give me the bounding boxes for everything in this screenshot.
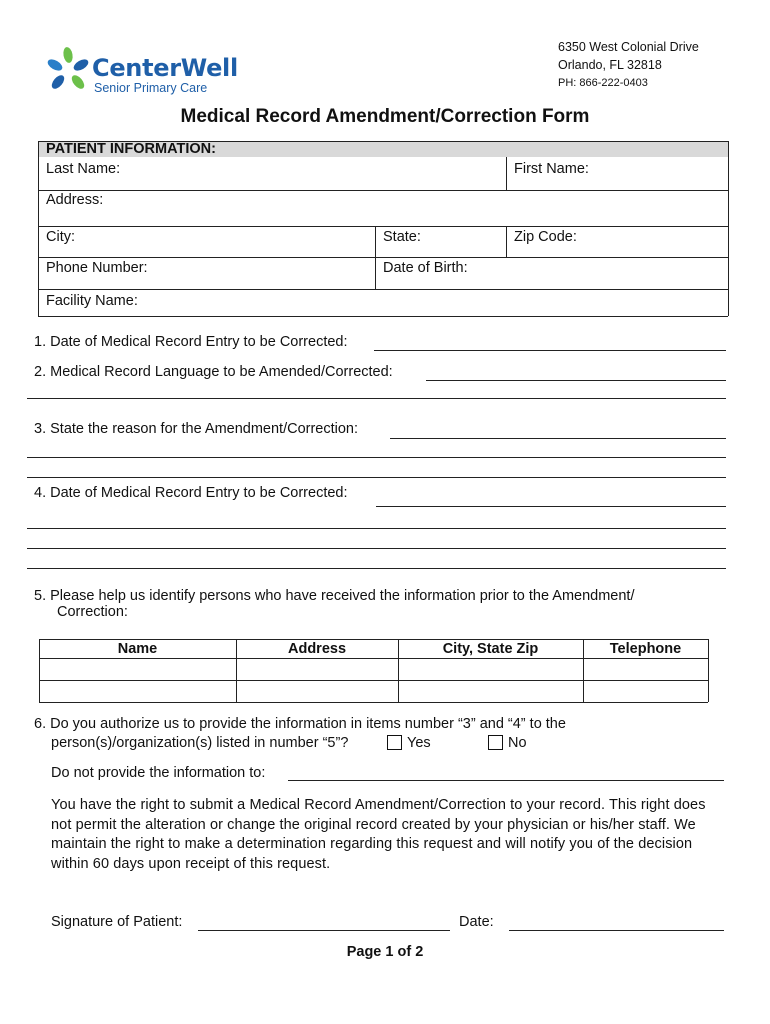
brand-logo — [44, 44, 238, 100]
column-header-address: Address — [287, 641, 347, 657]
column-header-city-state-zip: City, State Zip — [442, 641, 539, 657]
question-4-answer-line[interactable] — [376, 506, 726, 507]
first-name-field[interactable]: First Name: — [514, 161, 589, 177]
no-label: No — [508, 735, 527, 751]
city-field[interactable]: City: — [46, 229, 75, 245]
table-row[interactable] — [40, 681, 707, 701]
yes-checkbox[interactable] — [387, 735, 402, 750]
question-4-label: 4. Date of Medical Record Entry to be Corrected: — [34, 485, 348, 501]
rights-line-2: not permit the alteration or change the original record created by your physician or his/her staff. We — [51, 816, 696, 833]
last-name-field[interactable]: Last Name: — [46, 161, 121, 177]
question-1-label: 1. Date of Medical Record Entry to be Corrected: — [34, 334, 348, 350]
question-6-label: 6. Do you authorize us to provide the information in items number “3” and “4” to the — [34, 716, 566, 732]
question-2-answer-line[interactable] — [426, 380, 726, 381]
address-line-2: Orlando, FL 32818 — [558, 58, 662, 72]
address-field[interactable]: Address: — [46, 192, 104, 208]
column-header-telephone: Telephone — [609, 641, 682, 657]
question-5-label-cont: Correction: — [57, 604, 128, 620]
question-3-answer-line-3[interactable] — [27, 477, 726, 478]
question-1-answer-line[interactable] — [374, 350, 726, 351]
question-5-label: 5. Please help us identify persons who have received the information prior to the Amendment/ — [34, 588, 635, 604]
zip-code-field[interactable]: Zip Code: — [514, 229, 577, 245]
brand-name: CenterWell — [92, 54, 238, 82]
page-number: Page 1 of 2 — [346, 944, 424, 960]
rights-line-1: You have the right to submit a Medical Record Amendment/Correction to your record. This right does — [51, 797, 706, 813]
question-6-label-cont: person(s)/organization(s) listed in number “5”? — [51, 735, 349, 751]
table-row[interactable] — [40, 659, 707, 679]
rights-line-3: maintain the right to make a determination regarding this request and will notify you of the decision — [51, 836, 693, 852]
do-not-provide-label: Do not provide the information to: — [51, 765, 266, 781]
signature-label: Signature of Patient: — [51, 914, 183, 930]
phone-number: PH: 866-222-0403 — [558, 77, 648, 89]
address-line-1: 6350 West Colonial Drive — [558, 40, 699, 54]
rights-line-4: within 60 days upon receipt of this request. — [51, 855, 331, 872]
date-label: Date: — [459, 914, 494, 930]
facility-name-field[interactable]: Facility Name: — [46, 293, 138, 309]
question-4-answer-line-4[interactable] — [27, 568, 726, 569]
no-checkbox[interactable] — [488, 735, 503, 750]
page-title: Medical Record Amendment/Correction Form — [180, 106, 590, 127]
patient-info-heading: PATIENT INFORMATION: — [46, 141, 216, 157]
question-4-answer-line-2[interactable] — [27, 528, 726, 529]
yes-label: Yes — [407, 735, 431, 751]
question-3-answer-line-2[interactable] — [27, 457, 726, 458]
date-of-birth-field[interactable]: Date of Birth: — [383, 260, 468, 276]
rights-notice — [51, 796, 731, 874]
question-3-answer-line[interactable] — [390, 438, 726, 439]
do-not-provide-answer-line[interactable] — [288, 780, 724, 781]
question-3-label: 3. State the reason for the Amendment/Correction: — [34, 421, 359, 437]
date-line[interactable] — [509, 930, 724, 931]
centerwell-leaf-icon — [44, 46, 92, 94]
brand-subtitle: Senior Primary Care — [94, 81, 208, 95]
question-2-answer-line-2[interactable] — [27, 398, 726, 399]
state-field[interactable]: State: — [383, 229, 421, 245]
phone-number-field[interactable]: Phone Number: — [46, 260, 148, 276]
signature-line[interactable] — [198, 930, 450, 931]
question-2-label: 2. Medical Record Language to be Amended/Corrected: — [34, 364, 393, 380]
column-header-name: Name — [117, 641, 158, 657]
question-4-answer-line-3[interactable] — [27, 548, 726, 549]
